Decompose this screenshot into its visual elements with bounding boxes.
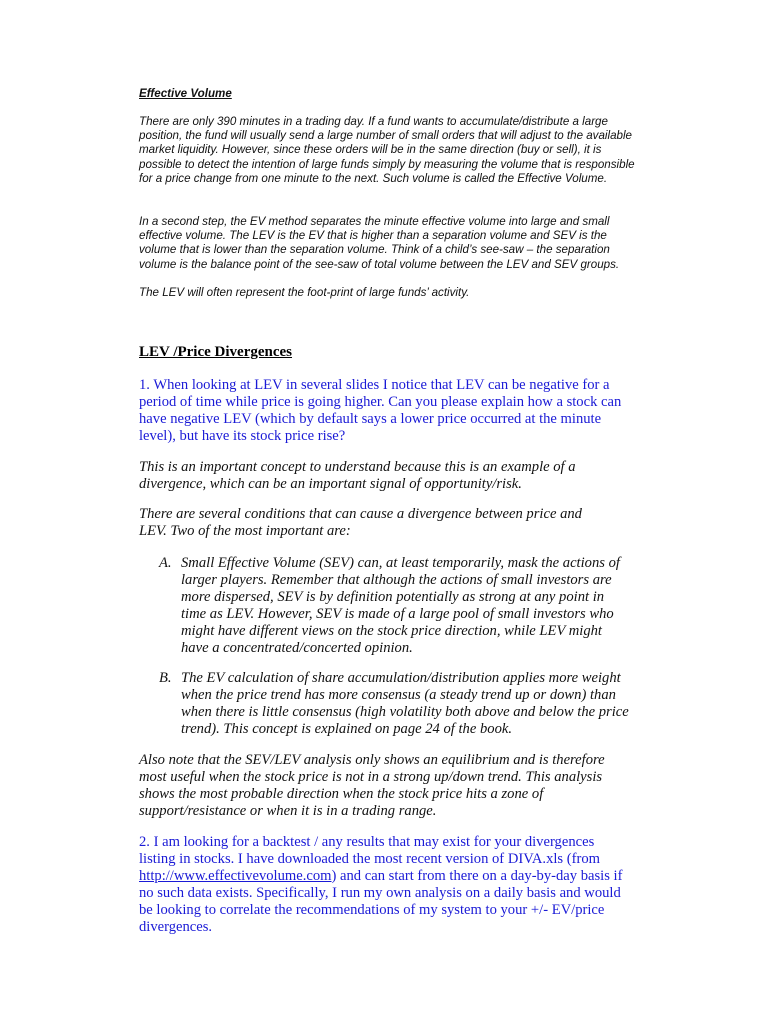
ev-paragraph-3: The LEV will often represent the foot-print of large funds’ activity. <box>139 286 470 299</box>
question-2-text-start: 2. I am looking for a backtest / any results that may exist for your divergences listing in stocks. I have downloaded the most recent version of DIVA.xls (from <box>139 834 600 867</box>
question-2-text-end: ) and can start from there on a day-by-day basis if no such data exists. Specifically, I run my own analysis on a daily basis and would be looking to correlate the recommendations of my system to your +/- EV/price divergences. <box>139 868 623 935</box>
ev-paragraph-2: In a second step, the EV method separates the minute effective volume into large and small effective volume. The LEV is the EV that is higher than a separation volume and SEV is the volume that is lower than the separation volume. Think of a child’s see-saw – the separation volume is the balance point of the see-saw of total volume between the LEV and SEV groups. <box>139 215 620 271</box>
list-marker: B. <box>159 670 172 686</box>
answer-paragraph-1: This is an important concept to understand because this is an example of a divergence, which can be an important signal of opportunity/risk. <box>139 459 576 492</box>
list-item-text: The EV calculation of share accumulation/distribution applies more weight when the price trend has more consensus (a steady trend up or down) than when there is little consensus (high volatility both above and below the price trend). This concept is explained on page 24 of the book. <box>181 670 629 737</box>
list-item-text: Small Effective Volume (SEV) can, at least temporarily, mask the actions of larger players. Remember that although the actions of small investors are more dispersed, SEV is by definition potentially as strong at any point in time as LEV. However, SEV is made of a large pool of small investors who might have different views on the stock price direction, while LEV might have a concentrated/concerted opinion. <box>181 555 620 656</box>
question-2 <box>139 834 634 936</box>
condition-list-b <box>159 670 629 738</box>
condition-list-a <box>159 555 629 657</box>
list-item <box>159 555 629 657</box>
answer-paragraph-3: Also note that the SEV/LEV analysis only shows an equilibrium and is therefore most useful when the stock price is not in a strong up/down trend. This analysis shows the most probable direction when the stock price hits a zone of support/resistance or when it is in a trading range. <box>139 752 605 819</box>
effectivevolume-link[interactable]: http://www.effectivevolume.com <box>139 868 332 884</box>
list-item <box>159 670 629 738</box>
lev-divergences-heading: LEV /Price Divergences <box>139 344 293 360</box>
list-marker: A. <box>159 555 172 571</box>
ev-paragraph-1: There are only 390 minutes in a trading day. If a fund wants to accumulate/distribute a large position, the fund will usually send a large number of small orders that will adjust to the available market liquidity. However, since these orders will be in the same direction (buy or sell), it is possible to detect the intention of large funds simply by measuring the volume that is responsible for a price change from one minute to the next. Such volume is called the Effective Volume. <box>139 115 635 185</box>
question-1: 1. When looking at LEV in several slides I notice that LEV can be negative for a period of time while price is going higher. Can you please explain how a stock can have negative LEV (which by default says a lower price occurred at the minute level), but have its stock price rise? <box>139 377 622 444</box>
answer-paragraph-2: There are several conditions that can cause a divergence between price and LEV. Two of the most important are: <box>139 506 582 539</box>
effective-volume-heading: Effective Volume <box>139 87 232 100</box>
